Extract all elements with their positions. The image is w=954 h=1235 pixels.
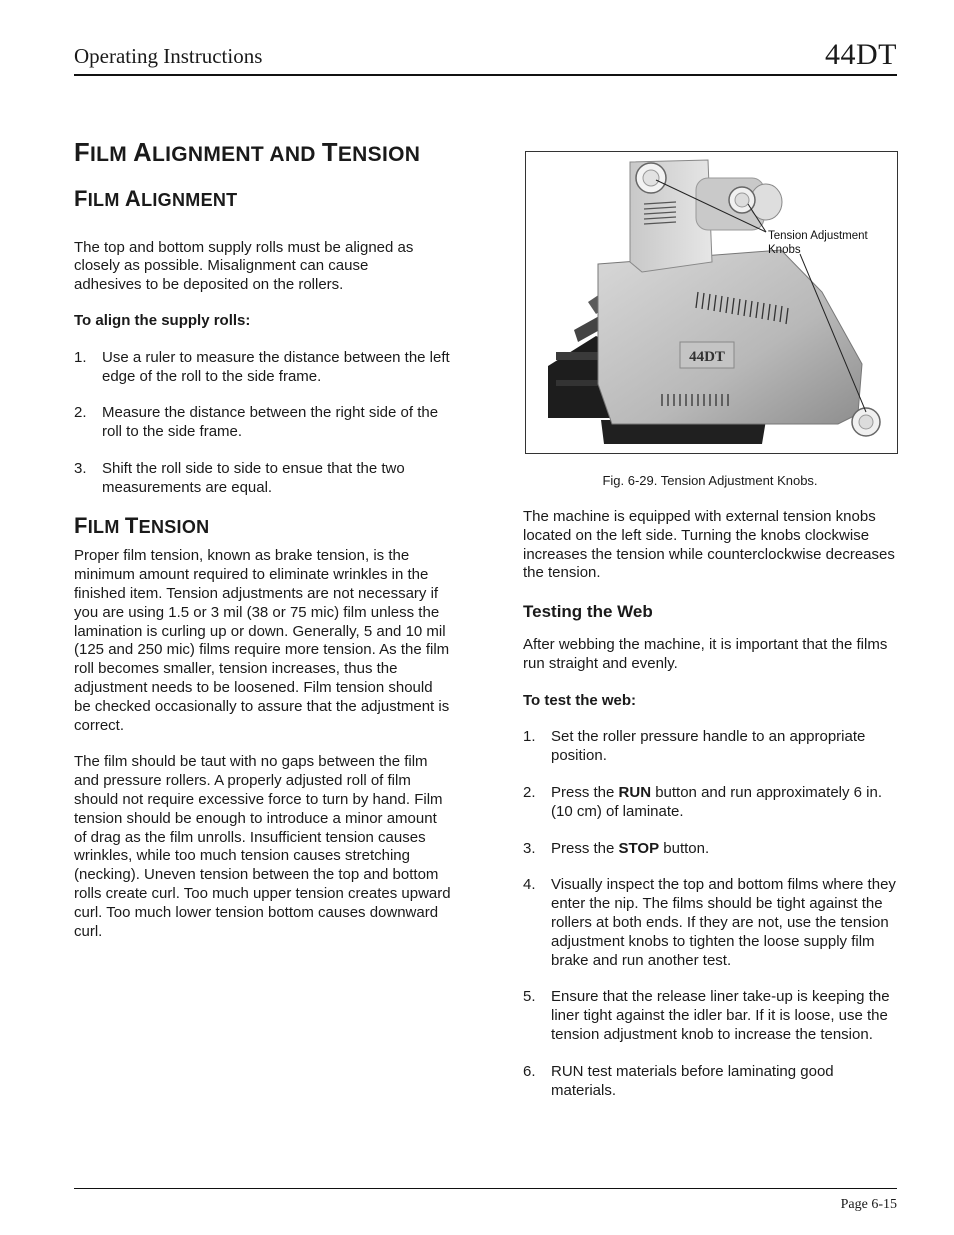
list-item: 1. Use a ruler to measure the distance between the left edge of the roll to the side frame. (74, 348, 450, 385)
list-item: 1. Set the roller pressure handle to an appropriate position. (523, 728, 866, 765)
right-column (523, 508, 901, 1100)
laminator-photo (526, 152, 897, 453)
film-alignment-intro: The top and bottom supply rolls must be aligned as closely as possible. Misalignment can cause adhesives to be deposited on the rollers. (74, 238, 414, 294)
running-header-section: Operating Instructions (74, 44, 263, 68)
tension-knob-top (636, 163, 666, 193)
list-item: 5. Ensure that the release liner take-up is keeping the liner tight against the idler bar. If it is loose, use the tension adjustment knob to increase the tension. (523, 988, 890, 1043)
footer-rule (74, 1188, 897, 1189)
testing-web-intro: After webbing the machine, it is important that the films run straight and evenly. (523, 635, 888, 672)
align-subheading: To align the supply rolls: (74, 311, 251, 329)
callout-label: Tension Adjustment Knobs (768, 230, 868, 256)
list-item: 6. RUN test materials before laminating good materials. (523, 1062, 834, 1099)
header-rule (74, 74, 897, 76)
list-item: 4. Visually inspect the top and bottom films where they enter the nip. The films should be tight against the rollers at both ends. If they are not, use the tension adjustment knobs to tighten the loose supply film brake and run another test. (523, 876, 896, 969)
figure-tension-knobs (525, 151, 898, 454)
tension-knob-bottom (852, 408, 880, 436)
figure-caption: Fig. 6-29. Tension Adjustment Knobs. (602, 473, 818, 488)
list-item: 3. Shift the roll side to side to ensue that the two measurements are equal. (74, 459, 405, 496)
film-tension-paragraph-2: The film should be taut with no gaps between the film and pressure rollers. A properly adjusted roll of film should not require excessive force to turn by hand. Film tension should be enough to introduce a minor amount of drag as the film unrolls. Insufficient tension causes wrinkles, while too much tension causes stretching (necking). Uneven tension between the top and bottom rolls create curl. Too much upper tension creates upward curl. Too much lower tension bottom causes downward curl. (74, 753, 451, 940)
left-column (74, 139, 452, 941)
test-web-subheading: To test the web: (523, 691, 637, 709)
page-number: Page 6-15 (840, 1197, 897, 1212)
test-web-steps (523, 728, 901, 1100)
tension-knobs-paragraph: The machine is equipped with external tension knobs located on the left side. Turning the knobs clockwise increases the tension while counterclockwise decreases the tension. (523, 508, 895, 582)
machine-body (598, 250, 862, 424)
film-tension-heading: FILM TENSION (74, 512, 210, 538)
film-alignment-heading: FILM ALIGNMENT (74, 185, 238, 211)
page-title: FILM ALIGNMENT AND TENSION (74, 139, 421, 167)
align-steps (74, 349, 452, 498)
film-tension-paragraph-1: Proper film tension, known as brake tension, is the minimum amount required to eliminate wrinkles in the finished item. Tension adjustments are not necessary if you are using 1.5 or 3 mil (38 or 75 mic) film unless the lamination is curling up or down. Generally, 5 and 10 mil (125 and 250 mic) films require more tension. As the film roll becomes smaller, tension increases, thus the adjustment needs to be loosened. Film tension should be checked occasionally to assure that the adjustment is correct. (74, 547, 450, 734)
model-badge-label: 44DT (689, 349, 725, 365)
running-header-model: 44DT (825, 38, 897, 71)
callout-label-box (768, 230, 893, 270)
testing-web-heading: Testing the Web (523, 602, 653, 622)
list-item: 2. Press the RUN button and run approximately 6 in. (10 cm) of laminate. (523, 783, 883, 820)
list-item: 3. Press the STOP button. (523, 839, 710, 857)
list-item: 2. Measure the distance between the right side of the roll to the side frame. (74, 404, 439, 441)
